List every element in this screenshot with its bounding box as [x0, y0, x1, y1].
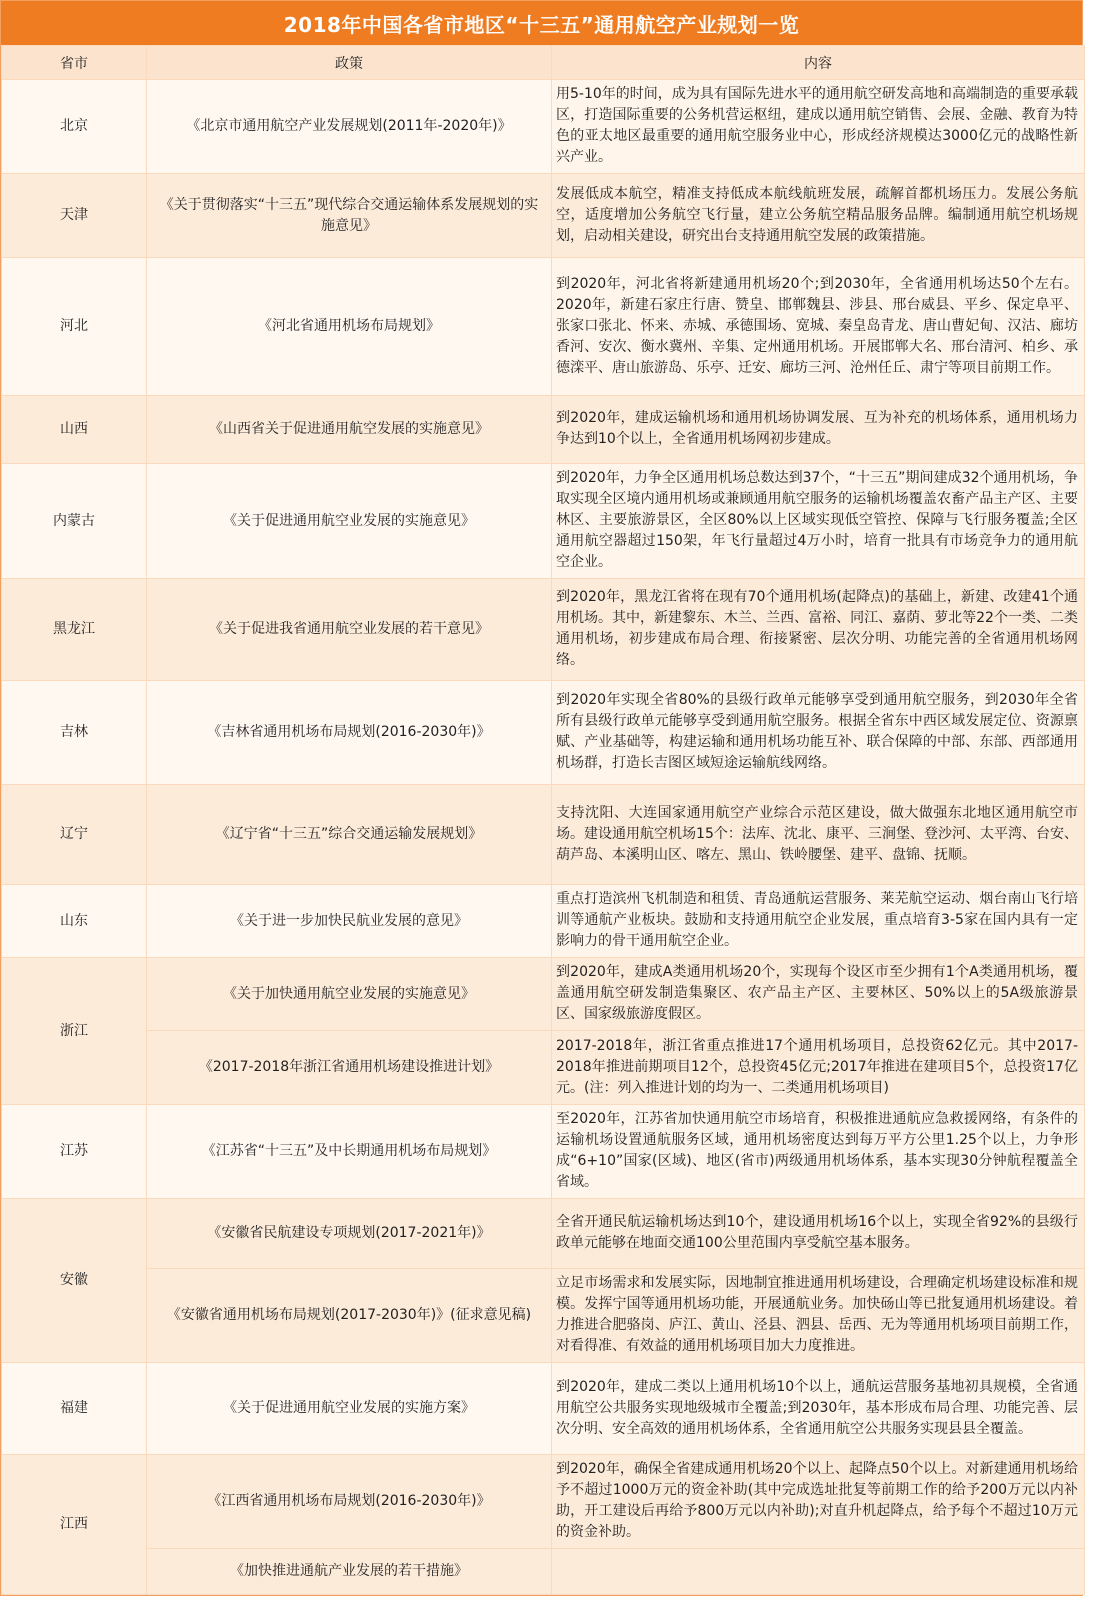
- content-cell: 全省开通民航运输机场达到10个，建设通用机场16个以上，实现全省92%的县级行政单元能够在地面交通100公里范围内享受航空基本服务。: [552, 1199, 1085, 1269]
- policy-cell: 《关于促进通用航空业发展的实施意见》: [147, 464, 552, 579]
- policy-cell: 《北京市通用航空产业发展规划(2011年-2020年)》: [147, 80, 552, 174]
- policy-cell: 《2017-2018年浙江省通用机场建设推进计划》: [147, 1031, 552, 1105]
- province-cell: 安徽: [2, 1199, 147, 1363]
- policy-cell: 《关于进一步加快民航业发展的意见》: [147, 885, 552, 958]
- policy-cell: 《安徽省民航建设专项规划(2017-2021年)》: [147, 1199, 552, 1269]
- table-row: [2, 1269, 1085, 1363]
- province-cell: 河北: [2, 258, 147, 396]
- table-row: [2, 958, 1085, 1031]
- table-title: 2018年中国各省市地区“十三五”通用航空产业规划一览: [1, 1, 1082, 45]
- header-row: [2, 46, 1085, 80]
- policy-cell: 《江西省通用机场布局规划(2016-2030年)》: [147, 1455, 552, 1549]
- header-content: 内容: [552, 46, 1085, 80]
- policy-cell: 《辽宁省“十三五”综合交通运输发展规划》: [147, 785, 552, 885]
- province-cell: 福建: [2, 1363, 147, 1455]
- policy-cell: 《吉林省通用机场布局规划(2016-2030年)》: [147, 681, 552, 785]
- policy-cell: 《关于加快通用航空业发展的实施意见》: [147, 958, 552, 1031]
- table-row: [2, 174, 1085, 258]
- province-cell: 吉林: [2, 681, 147, 785]
- policy-cell: 《关于促进我省通用航空业发展的若干意见》: [147, 579, 552, 681]
- plan-table: [1, 45, 1085, 1595]
- policy-cell: 《山西省关于促进通用航空发展的实施意见》: [147, 396, 552, 464]
- policy-cell: 《关于贯彻落实“十三五”现代综合交通运输体系发展规划的实施意见》: [147, 174, 552, 258]
- province-cell: 江西: [2, 1455, 147, 1595]
- content-cell: 发展低成本航空，精准支持低成本航线航班发展，疏解首都机场压力。发展公务航空，适度增加公务航空飞行量，建立公务航空精品服务品牌。编制通用航空机场规划，启动相关建设，研究出台支持通用航空发展的政策措施。: [552, 174, 1085, 258]
- table-row: [2, 785, 1085, 885]
- policy-cell: 《加快推进通航产业发展的若干措施》: [147, 1549, 552, 1595]
- table-row: [2, 579, 1085, 681]
- content-cell: 到2020年，黑龙江省将在现有70个通用机场(起降点)的基础上，新建、改建41个通用机场。其中，新建黎东、木兰、兰西、富裕、同江、嘉荫、萝北等22个一类、二类通用机场，初步建成布局合理、衔接紧密、层次分明、功能完善的全省通用机场网络。: [552, 579, 1085, 681]
- content-cell: 至2020年，江苏省加快通用航空市场培育，积极推进通航应急救援网络，有条件的运输机场设置通航服务区域，通用机场密度达到每万平方公里1.25个以上，力争形成“6+10”国家(区域)、地区(省市)两级通用机场体系，基本实现30分钟航程覆盖全省域。: [552, 1105, 1085, 1199]
- content-cell: 到2020年，力争全区通用机场总数达到37个，“十三五”期间建成32个通用机场，争取实现全区境内通用机场或兼顾通用航空服务的运输机场覆盖农畜产品主产区、主要林区、主要旅游景区，全区80%以上区域实现低空管控、保障与飞行服务覆盖;全区通用航空器超过150架，年飞行量超过4万小时，培育一批具有市场竞争力的通用航空企业。: [552, 464, 1085, 579]
- province-cell: 北京: [2, 80, 147, 174]
- policy-cell: 《江苏省“十三五”及中长期通用机场布局规划》: [147, 1105, 552, 1199]
- table-row: [2, 1455, 1085, 1549]
- province-cell: 辽宁: [2, 785, 147, 885]
- table-row: [2, 885, 1085, 958]
- table-row: [2, 80, 1085, 174]
- table-row: [2, 1363, 1085, 1455]
- province-cell: 江苏: [2, 1105, 147, 1199]
- province-cell: 山东: [2, 885, 147, 958]
- table-row: [2, 1105, 1085, 1199]
- table-row: [2, 1199, 1085, 1269]
- content-cell: 支持沈阳、大连国家通用航空产业综合示范区建设，做大做强东北地区通用航空市场。建设通用航空机场15个：法库、沈北、康平、三涧堡、登沙河、太平湾、台安、葫芦岛、本溪明山区、喀左、黑山、铁岭腰堡、建平、盘锦、抚顺。: [552, 785, 1085, 885]
- header-policy: 政策: [147, 46, 552, 80]
- content-cell: 到2020年，建成运输机场和通用机场协调发展、互为补充的机场体系，通用机场力争达到10个以上，全省通用机场网初步建成。: [552, 396, 1085, 464]
- header-province: 省市: [2, 46, 147, 80]
- content-cell: [552, 1549, 1085, 1595]
- table-row: [2, 396, 1085, 464]
- province-cell: 黑龙江: [2, 579, 147, 681]
- table-row: [2, 681, 1085, 785]
- province-cell: 浙江: [2, 958, 147, 1105]
- content-cell: 到2020年，确保全省建成通用机场20个以上、起降点50个以上。对新建通用机场给予不超过1000万元的资金补助(其中完成选址批复等前期工作的给予200万元以内补助，开工建设后再给予800万元以内补助);对直升机起降点，给予每个不超过10万元的资金补助。: [552, 1455, 1085, 1549]
- content-cell: 到2020年，建成二类以上通用机场10个以上，通航运营服务基地初具规模，全省通用航空公共服务实现地级城市全覆盖;到2030年，基本形成布局合理、功能完善、层次分明、安全高效的通用机场体系，全省通用航空公共服务实现县县全覆盖。: [552, 1363, 1085, 1455]
- content-cell: 到2020年实现全省80%的县级行政单元能够享受到通用航空服务，到2030年全省所有县级行政单元能够享受到通用航空服务。根据全省东中西区域发展定位、资源禀赋、产业基础等，构建运输和通用机场功能互补、联合保障的中部、东部、西部通用机场群，打造长吉图区域短途运输航线网络。: [552, 681, 1085, 785]
- content-cell: 到2020年，建成A类通用机场20个，实现每个设区市至少拥有1个A类通用机场，覆盖通用航空研发制造集聚区、农产品主产区、主要林区、50%以上的5A级旅游景区、国家级旅游度假区。: [552, 958, 1085, 1031]
- table-row: [2, 1031, 1085, 1105]
- content-cell: 2017-2018年，浙江省重点推进17个通用机场项目，总投资62亿元。其中2017-2018年推进前期项目12个，总投资45亿元;2017年推进在建项目5个，总投资17亿元。(注：列入推进计划的均为一、二类通用机场项目): [552, 1031, 1085, 1105]
- policy-cell: 《安徽省通用机场布局规划(2017-2030年)》(征求意见稿): [147, 1269, 552, 1363]
- policy-cell: 《关于促进通用航空业发展的实施方案》: [147, 1363, 552, 1455]
- table-row: [2, 464, 1085, 579]
- content-cell: 用5-10年的时间，成为具有国际先进水平的通用航空研发高地和高端制造的重要承载区，打造国际重要的公务机营运枢纽，建成以通用航空销售、会展、金融、教育为特色的亚太地区最重要的通用航空服务业中心，形成经济规模达3000亿元的战略性新兴产业。: [552, 80, 1085, 174]
- table-row: [2, 258, 1085, 396]
- province-cell: 山西: [2, 396, 147, 464]
- table-row: [2, 1549, 1085, 1595]
- content-cell: 重点打造滨州飞机制造和租赁、青岛通航运营服务、莱芜航空运动、烟台南山飞行培训等通航产业板块。鼓励和支持通用航空企业发展，重点培育3-5家在国内具有一定影响力的骨干通用航空企业。: [552, 885, 1085, 958]
- province-cell: 内蒙古: [2, 464, 147, 579]
- policy-cell: 《河北省通用机场布局规划》: [147, 258, 552, 396]
- content-cell: 立足市场需求和发展实际，因地制宜推进通用机场建设，合理确定机场建设标准和规模。发挥宁国等通用机场功能，开展通航业务。加快砀山等已批复通用机场建设。着力推进合肥骆岗、庐江、黄山、泾县、泗县、岳西、无为等通用机场项目前期工作，对看得准、有效益的通用机场项目加大力度推进。: [552, 1269, 1085, 1363]
- content-cell: 到2020年，河北省将新建通用机场20个;到2030年，全省通用机场达50个左右。2020年，新建石家庄行唐、赞皇、邯郸魏县、涉县、邢台威县、平乡、保定阜平、张家口张北、怀来、赤城、承德围场、宽城、秦皇岛青龙、唐山曹妃甸、汉沽、廊坊香河、安次、衡水冀州、辛集、定州通用机场。开展邯郸大名、邢台清河、柏乡、承德滦平、唐山旅游岛、乐亭、迁安、廊坊三河、沧州任丘、肃宁等项目前期工作。: [552, 258, 1085, 396]
- province-cell: 天津: [2, 174, 147, 258]
